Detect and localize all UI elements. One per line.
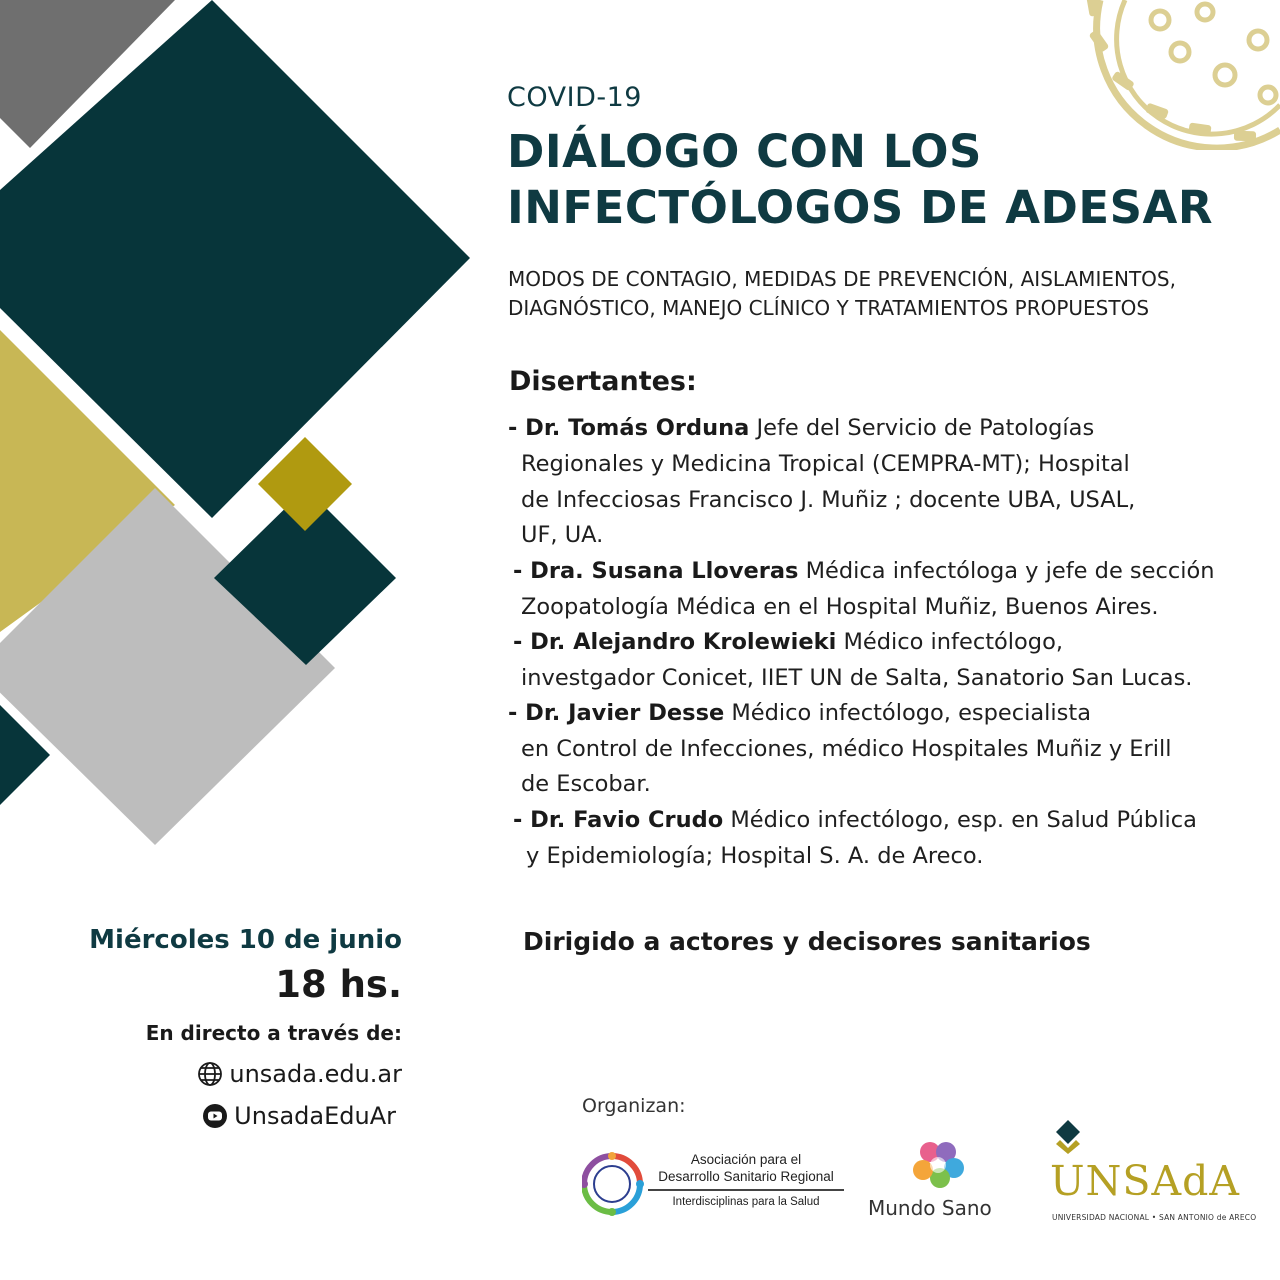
speaker-3-desc: Médico infectólogo, (836, 629, 1063, 655)
youtube-text: UnsadaEduAr (234, 1102, 396, 1130)
title-line-1: DIÁLOGO CON LOS (507, 125, 982, 178)
subtitle-line-2: DIAGNÓSTICO, MANEJO CLÍNICO Y TRATAMIENTOS PROPUESTOS (508, 296, 1150, 320)
globe-icon (197, 1061, 223, 1087)
youtube-icon (202, 1103, 228, 1129)
speaker-5-line-1 (513, 805, 1197, 835)
title-line-2: INFECTÓLOGOS DE ADESAR (507, 181, 1214, 234)
speaker-3-line-1 (513, 627, 1063, 657)
audience-text: Dirigido a actores y decisores sanitarios (523, 927, 1091, 956)
mundo-sano-logo (910, 1138, 966, 1190)
unsada-name: UNSAdA (1050, 1157, 1240, 1205)
speaker-1-line-1 (508, 413, 1094, 443)
speaker-1-line-4: UF, UA. (521, 522, 604, 548)
speaker-4-line-1 (508, 698, 1091, 728)
unsada-subtitle: UNIVERSIDAD NACIONAL • SAN ANTONIO de ARECO (1052, 1213, 1257, 1222)
speaker-2-name: - Dra. Susana Lloveras (513, 558, 799, 584)
speaker-4-line-3: de Escobar. (521, 771, 651, 797)
speaker-1-desc: Jefe del Servicio de Patologías (749, 415, 1095, 441)
unsada-logo (1050, 1118, 1086, 1154)
live-label: En directo a través de: (145, 1021, 402, 1045)
adesar-line-2: Desarrollo Sanitario Regional (658, 1169, 834, 1184)
speaker-5-name: - Dr. Favio Crudo (513, 807, 724, 833)
page-title (507, 124, 1213, 236)
organizers-label: Organizan: (582, 1095, 686, 1117)
event-time: 18 hs. (275, 963, 402, 1006)
speaker-4-line-2: en Control de Infecciones, médico Hospitales Muñiz y Erill (521, 736, 1172, 762)
speaker-1-line-3: de Infecciosas Francisco J. Muñiz ; docente UBA, USAL, (521, 487, 1136, 513)
speaker-1-name: - Dr. Tomás Orduna (508, 415, 750, 441)
covid-label: COVID-19 (507, 82, 642, 113)
website-link[interactable] (197, 1060, 402, 1088)
event-date: Miércoles 10 de junio (89, 925, 402, 955)
speaker-3-name: - Dr. Alejandro Krolewieki (513, 629, 837, 655)
mundo-sano-name: Mundo Sano (868, 1196, 992, 1220)
speaker-2-line-2: Zoopatología Médica en el Hospital Muñiz, Buenos Aires. (521, 594, 1159, 620)
subtitle (508, 265, 1176, 323)
speaker-5-line-2: y Epidemiología; Hospital S. A. de Areco. (526, 843, 984, 869)
website-text: unsada.edu.ar (229, 1060, 402, 1088)
speaker-5-desc: Médico infectólogo, esp. en Salud Pública (723, 807, 1197, 833)
adesar-line-3: Interdisciplinas para la Salud (672, 1196, 820, 1208)
speaker-4-name: - Dr. Javier Desse (508, 700, 725, 726)
speaker-2-line-1 (513, 556, 1215, 586)
decorative-diamonds (0, 0, 480, 860)
speaker-3-line-2: investgador Conicet, IIET UN de Salta, Sanatorio San Lucas. (521, 665, 1193, 691)
adesar-line-1: Asociación para el (690, 1152, 802, 1167)
subtitle-line-1: MODOS DE CONTAGIO, MEDIDAS DE PREVENCIÓN, AISLAMIENTOS, (508, 267, 1176, 291)
adesar-name (648, 1152, 844, 1209)
adesar-divider (648, 1189, 844, 1191)
speaker-4-desc: Médico infectólogo, especialista (724, 700, 1092, 726)
speakers-heading: Disertantes: (509, 366, 697, 397)
youtube-link[interactable] (202, 1102, 396, 1130)
speaker-1-line-2: Regionales y Medicina Tropical (CEMPRA-MT); Hospital (521, 451, 1130, 477)
speaker-2-desc: Médica infectóloga y jefe de sección (798, 558, 1215, 584)
